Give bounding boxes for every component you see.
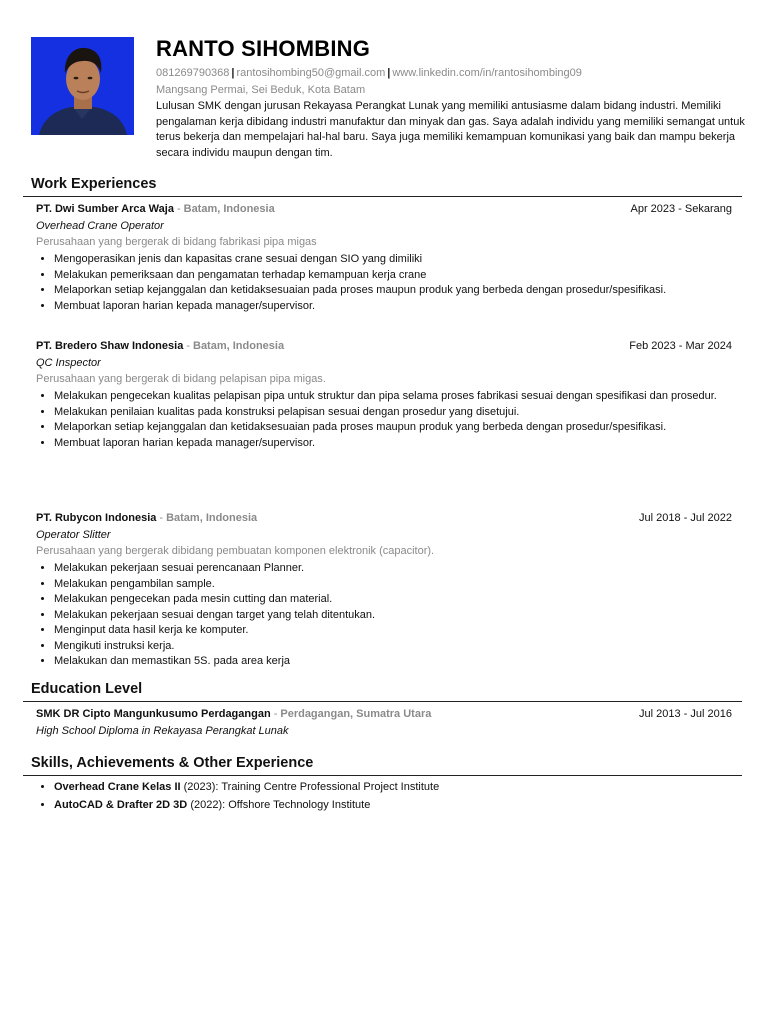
- job-header: [36, 202, 732, 216]
- list-item: • Melakukan pengecekan pada mesin cutting dan material.: [54, 592, 732, 608]
- section-title-work: Work Experiences: [31, 176, 157, 192]
- job-dates: Jul 2018 - Jul 2022: [639, 512, 732, 524]
- job-role: Operator Slitter: [36, 529, 111, 541]
- section-divider: [23, 196, 742, 197]
- list-item: • Mengoperasikan jenis dan kapasitas crane sesuai dengan SIO yang dimiliki: [54, 252, 732, 268]
- list-item: • Melakukan pengecekan kualitas pelapisan pipa untuk struktur dan pipa selama proses fabrikasi sesuai dengan spesifikasi dan prosedur.: [54, 389, 732, 405]
- job-dates: Apr 2023 - Sekarang: [630, 203, 732, 215]
- list-item: • Melakukan pemeriksaan dan pengamatan terhadap kemampuan kerja crane: [54, 268, 732, 284]
- skill-detail: Training Centre Professional Project Institute: [221, 781, 440, 793]
- job-duties: [36, 389, 732, 451]
- skills-list: [36, 778, 732, 814]
- list-item: • Membuat laporan harian kepada manager/supervisor.: [54, 436, 732, 452]
- degree: High School Diploma in Rekayasa Perangkat Lunak: [36, 725, 289, 737]
- email-link[interactable]: rantosihombing50@gmail.com: [236, 67, 386, 79]
- separator: -: [176, 203, 181, 215]
- skill-detail: Offshore Technology Institute: [228, 799, 371, 811]
- company-description: Perusahaan yang bergerak di bidang pelapisan pipa migas.: [36, 373, 326, 385]
- list-item: • Melakukan pekerjaan sesuai perencanaan Planner.: [54, 561, 732, 577]
- job-dates: Feb 2023 - Mar 2024: [629, 340, 732, 352]
- linkedin-link[interactable]: www.linkedin.com/in/rantosihombing09: [392, 67, 582, 79]
- job-duties: [36, 561, 732, 670]
- phone-number: 081269790368: [156, 67, 230, 79]
- school-name: SMK DR Cipto Mangunkusumo Perdagangan: [36, 708, 271, 720]
- list-item: [54, 796, 732, 814]
- separator: -: [273, 708, 278, 720]
- company-description: Perusahaan yang bergerak dibidang pembuatan komponen elektronik (capacitor).: [36, 545, 435, 557]
- job-duties: [36, 252, 732, 314]
- job-header: [36, 511, 732, 525]
- list-item: • Melakukan pekerjaan sesuai dengan target yang telah ditentukan.: [54, 608, 732, 624]
- section-divider: [23, 775, 742, 776]
- job-location: Batam, Indonesia: [193, 340, 285, 352]
- profile-header: [156, 36, 746, 161]
- separator: |: [231, 67, 235, 79]
- education-header: [36, 707, 732, 721]
- skill-title: AutoCAD & Drafter 2D 3D: [54, 799, 188, 811]
- job-header: [36, 339, 732, 353]
- list-item: • Melakukan penilaian kualitas pada konstruksi pelapisan sesuai dengan prosedur yang disetujui.: [54, 405, 732, 421]
- job-entry: [36, 511, 732, 670]
- company-name: PT. Rubycon Indonesia: [36, 512, 157, 524]
- skill-year: (2022):: [190, 799, 226, 811]
- list-item: • Membuat laporan harian kepada manager/supervisor.: [54, 299, 732, 315]
- company-description: Perusahaan yang bergerak di bidang fabrikasi pipa migas: [36, 236, 317, 248]
- person-portrait-icon: [31, 37, 134, 135]
- candidate-name: RANTO SIHOMBING: [156, 36, 371, 61]
- list-item: • Melakukan dan memastikan 5S. pada area kerja: [54, 654, 732, 670]
- section-title-skills: Skills, Achievements & Other Experience: [31, 755, 314, 771]
- separator: -: [159, 512, 164, 524]
- address: Mangsang Permai, Sei Beduk, Kota Batam: [156, 84, 366, 96]
- skill-title: Overhead Crane Kelas II: [54, 781, 181, 793]
- profile-photo: [31, 37, 134, 135]
- section-divider: [23, 701, 742, 702]
- company-name: PT. Bredero Shaw Indonesia: [36, 340, 184, 352]
- separator: -: [186, 340, 190, 352]
- list-item: • Melakukan pengambilan sample.: [54, 577, 732, 593]
- company-name: PT. Dwi Sumber Arca Waja: [36, 203, 174, 215]
- list-item: • Menginput data hasil kerja ke komputer.: [54, 623, 732, 639]
- list-item: [54, 778, 732, 796]
- list-item: • Melaporkan setiap kejanggalan dan ketidaksesuaian pada proses maupun produk yang berbeda dengan prosedur/spesifikasi.: [54, 283, 732, 299]
- contact-line: [156, 66, 746, 80]
- profile-summary: Lulusan SMK dengan jurusan Rekayasa Perangkat Lunak yang memiliki antusiasme dalam bidang industri. Memiliki pengalaman kerja dibidang industri manufaktur dan minyak dan gas. Saya adalah individu yang memiliki semangat untuk terus bekerja dan mempelajari hal-hal baru. Saya juga memiliki kemampuan komunikasi yang baik dan mampu bekerja secara individu maupun dengan tim.: [156, 100, 745, 159]
- job-role: QC Inspector: [36, 357, 101, 369]
- education-dates: Jul 2013 - Jul 2016: [639, 708, 732, 720]
- job-entry: [36, 339, 732, 451]
- separator: |: [387, 67, 391, 79]
- skill-year: (2023):: [183, 781, 219, 793]
- job-location: Batam, Indonesia: [166, 512, 258, 524]
- job-role: Overhead Crane Operator: [36, 220, 164, 232]
- education-entry: [36, 707, 732, 738]
- school-location: Perdagangan, Sumatra Utara: [280, 708, 432, 720]
- job-location: Batam, Indonesia: [183, 203, 275, 215]
- job-entry: [36, 202, 732, 314]
- list-item: • Mengikuti instruksi kerja.: [54, 639, 732, 655]
- section-title-education: Education Level: [31, 681, 143, 697]
- list-item: • Melaporkan setiap kejanggalan dan ketidaksesuaian pada proses maupun produk yang berbeda dengan prosedur/spesifikasi.: [54, 420, 732, 436]
